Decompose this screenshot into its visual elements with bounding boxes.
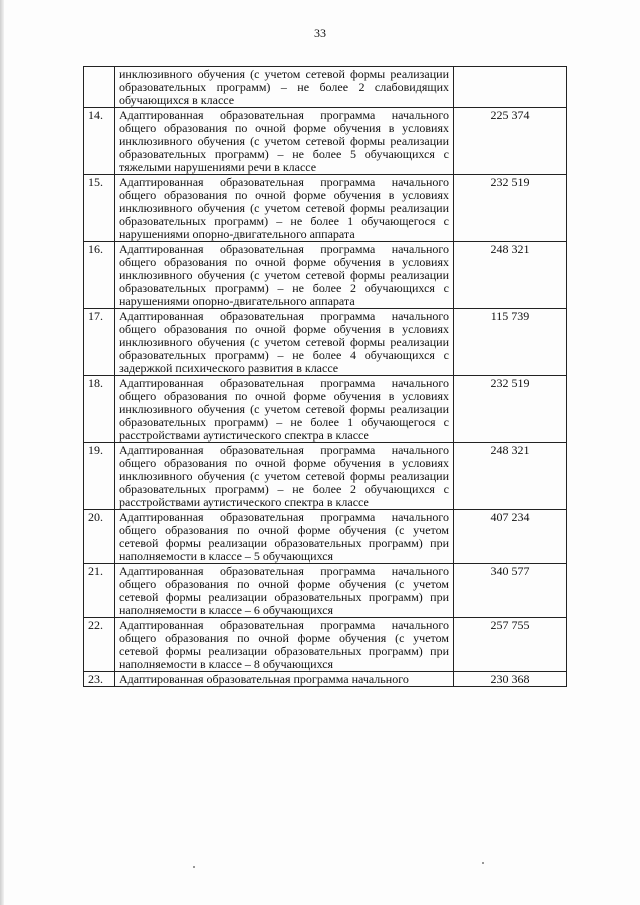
program-description: Адаптированная образовательная программа начального общего образования по очной форме обучения в условиях инклюзивного обучения (с учетом сетевой формы реализации образовательных программ) – не более 4 обучающихся с задержкой психического развития в классе [115,309,454,376]
table-row [84,309,567,376]
page-number: 33 [314,26,326,40]
row-number: 16. [84,242,115,309]
table-row [84,443,567,510]
program-description: Адаптированная образовательная программа начального [115,672,454,687]
program-description: Адаптированная образовательная программа начального общего образования по очной форме обучения в условиях инклюзивного обучения (с учетом сетевой формы реализации образовательных программ) – не более 2 обучающихся с расстройствами аутистического спектра в классе [115,443,454,510]
row-number [84,67,115,108]
row-number: 20. [84,510,115,564]
row-number: 17. [84,309,115,376]
cost-value: 225 374 [454,108,567,175]
cost-value: 115 739 [454,309,567,376]
table-row [84,672,567,687]
table-row [84,564,567,618]
program-description: Адаптированная образовательная программа начального общего образования по очной форме обучения (с учетом сетевой формы реализации образовательных программ) при наполняемости в классе – 6 обучающихся [115,564,454,618]
program-description: Адаптированная образовательная программа начального общего образования по очной форме обучения в условиях инклюзивного обучения (с учетом сетевой формы реализации образовательных программ) – не более 1 обучающегося с расстройствами аутистического спектра в классе [115,376,454,443]
row-number: 22. [84,618,115,672]
cost-value: 340 577 [454,564,567,618]
program-description: инклюзивного обучения (с учетом сетевой формы реализации образовательных программ) – не более 2 слабовидящих обучающихся в классе [115,67,454,108]
row-number: 19. [84,443,115,510]
scan-speck [482,862,484,864]
table-row [84,67,567,108]
row-number: 15. [84,175,115,242]
cost-value: 248 321 [454,443,567,510]
cost-value: 407 234 [454,510,567,564]
cost-value: 232 519 [454,376,567,443]
table-row [84,618,567,672]
row-number: 23. [84,672,115,687]
table-row [84,510,567,564]
row-number: 14. [84,108,115,175]
program-cost-table [83,66,567,687]
row-number: 18. [84,376,115,443]
cost-value: 248 321 [454,242,567,309]
program-description: Адаптированная образовательная программа начального общего образования по очной форме обучения в условиях инклюзивного обучения (с учетом сетевой формы реализации образовательных программ) – не более 1 обучающегося с нарушениями опорно-двигательного аппарата [115,175,454,242]
program-description: Адаптированная образовательная программа начального общего образования по очной форме обучения в условиях инклюзивного обучения (с учетом сетевой формы реализации образовательных программ) – не более 5 обучающихся с тяжелыми нарушениями речи в классе [115,108,454,175]
scan-edge-shadow [0,0,4,905]
table-row [84,376,567,443]
cost-value [454,67,567,108]
cost-value: 230 368 [454,672,567,687]
program-description: Адаптированная образовательная программа начального общего образования по очной форме обучения в условиях инклюзивного обучения (с учетом сетевой формы реализации образовательных программ) – не более 2 обучающихся с нарушениями опорно-двигательного аппарата [115,242,454,309]
row-number: 21. [84,564,115,618]
scan-speck [193,866,195,868]
table-row [84,175,567,242]
cost-value: 232 519 [454,175,567,242]
cost-value: 257 755 [454,618,567,672]
program-description: Адаптированная образовательная программа начального общего образования по очной форме обучения (с учетом сетевой формы реализации образовательных программ) при наполняемости в классе – 5 обучающихся [115,510,454,564]
table-row [84,242,567,309]
program-description: Адаптированная образовательная программа начального общего образования по очной форме обучения (с учетом сетевой формы реализации образовательных программ) при наполняемости в классе – 8 обучающихся [115,618,454,672]
table-row [84,108,567,175]
